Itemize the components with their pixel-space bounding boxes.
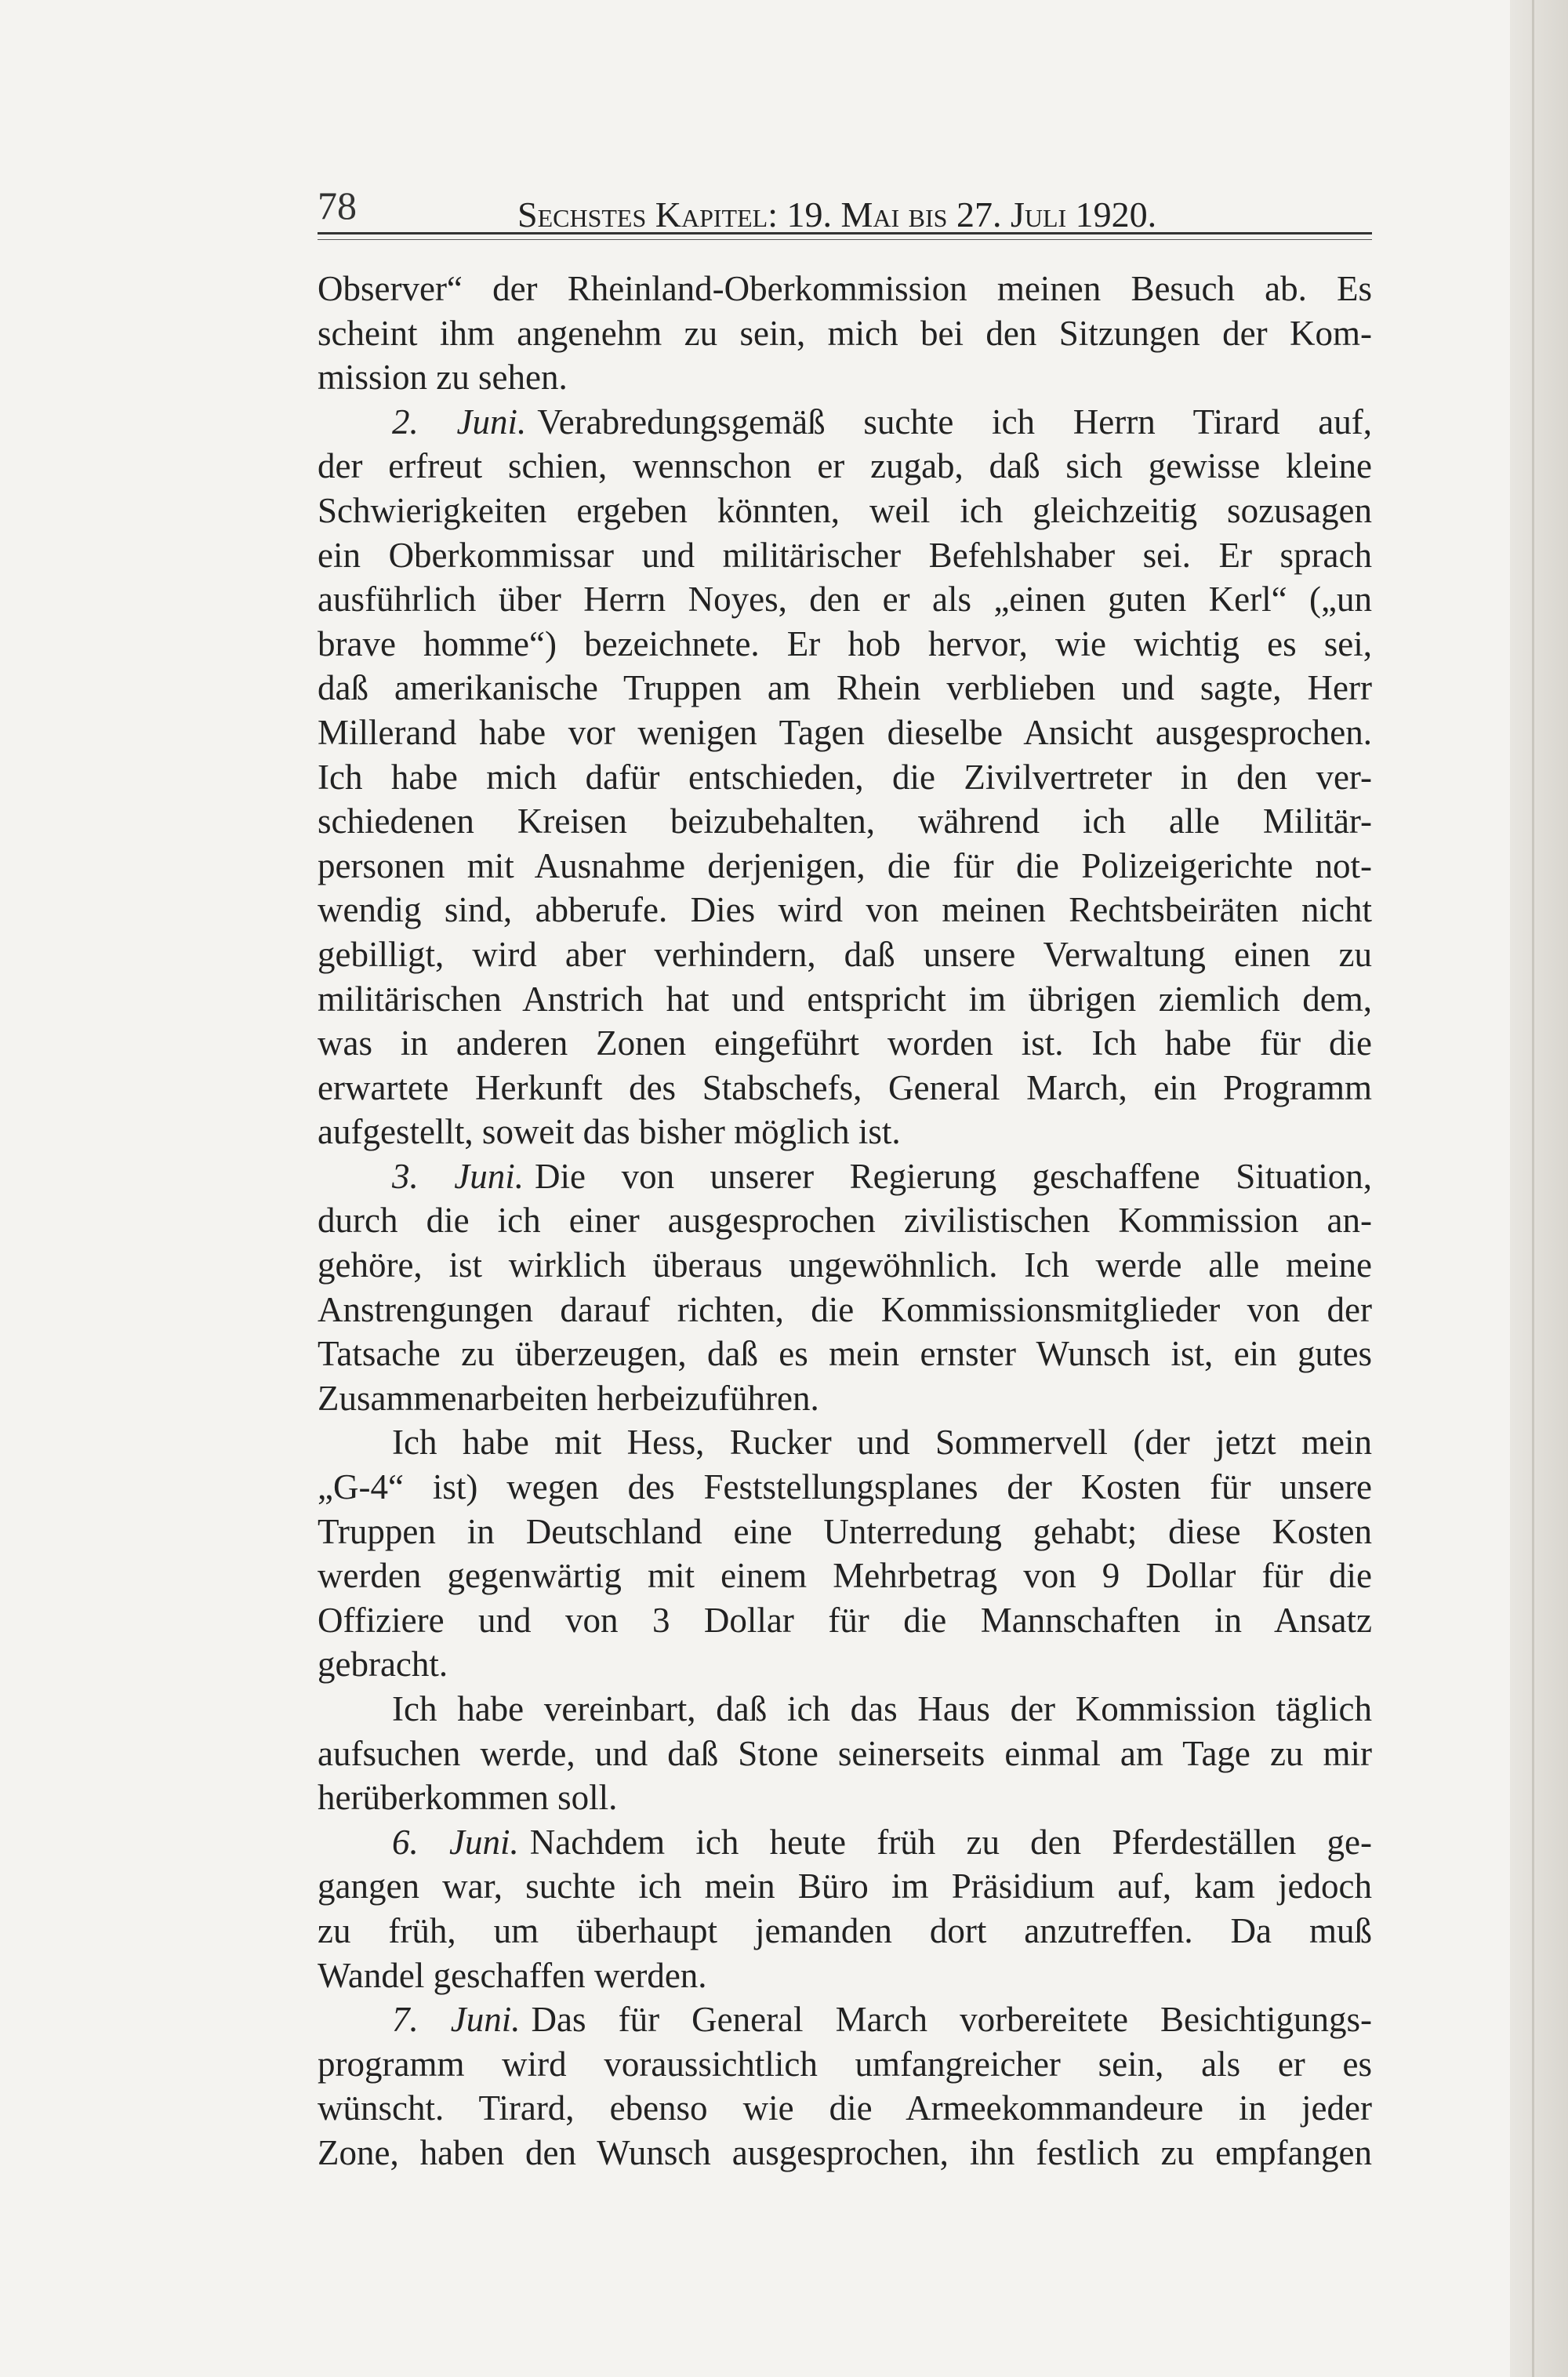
- text-line: [318, 1642, 1372, 1687]
- text-line: [318, 1732, 1372, 1776]
- text-line: [318, 1909, 1372, 1954]
- text-line: [318, 844, 1372, 889]
- text-line: [318, 1997, 1372, 2042]
- line-text: Ich habe mich dafür entschieden, die Zivilvertreter in den ver-: [318, 757, 1372, 797]
- text-line: [318, 1598, 1372, 1643]
- page-edge-strip: [1532, 0, 1534, 2377]
- text-line: [318, 2131, 1372, 2175]
- text-line: [318, 1243, 1372, 1288]
- line-text: gehöre, ist wirklich überaus ungewöhnlich. Ich werde alle meine: [318, 1245, 1372, 1285]
- line-text: gangen war, suchte ich mein Büro im Präsidium auf, kam jedoch: [318, 1866, 1372, 1906]
- text-line: [318, 2086, 1372, 2131]
- text-line: [318, 1775, 1372, 1820]
- line-text: ein Oberkommissar und militärischer Befehlshaber sei. Er sprach: [318, 535, 1372, 575]
- line-text: Zusammenarbeiten herbeizuführen.: [318, 1378, 819, 1418]
- page-edge: [1510, 0, 1568, 2377]
- line-text: Die von unserer Regierung geschaffene Situation,: [535, 1156, 1372, 1196]
- line-text: wendig sind, abberufe. Dies wird von meinen Rechtsbeiräten nicht: [318, 890, 1372, 930]
- line-text: Verabredungsgemäß suchte ich Herrn Tirard auf,: [537, 402, 1372, 442]
- line-text: Millerand habe vor wenigen Tagen dieselbe Ansicht ausgesprochen.: [318, 712, 1372, 752]
- running-head: Sechstes Kapitel: 19. Mai bis 27. Juli 1920.: [517, 194, 1157, 234]
- entry-date: 3. Juni.: [392, 1156, 524, 1196]
- line-text: durch die ich einer ausgesprochen zivilistischen Kommission an-: [318, 1201, 1372, 1241]
- text-line: [318, 799, 1372, 844]
- text-line: [318, 1288, 1372, 1332]
- text-line: [318, 1066, 1372, 1110]
- line-text: scheint ihm angenehm zu sein, mich bei den Sitzungen der Kom-: [318, 313, 1372, 353]
- entry-date: 7. Juni.: [392, 2000, 521, 2040]
- line-text: erwartete Herkunft des Stabschefs, General March, ein Programm: [318, 1067, 1372, 1107]
- text-line: [318, 1420, 1372, 1465]
- line-text: programm wird voraussichtlich umfangreicher sein, als er es: [318, 2044, 1372, 2084]
- line-text: Anstrengungen darauf richten, die Kommissionsmitglieder von der: [318, 1289, 1372, 1329]
- entry-date: 6. Juni.: [392, 1822, 519, 1862]
- text-line: [318, 1154, 1372, 1199]
- text-line: [318, 1554, 1372, 1598]
- text-line: [318, 1198, 1372, 1243]
- line-text: ausführlich über Herrn Noyes, den er als „einen guten Kerl“ („un: [318, 580, 1372, 620]
- line-text: daß amerikanische Truppen am Rhein verblieben und sagte, Herr: [318, 668, 1372, 708]
- line-text: Offiziere und von 3 Dollar für die Mannschaften in Ansatz: [318, 1600, 1372, 1640]
- text-line: [318, 977, 1372, 1022]
- text-line: [318, 1510, 1372, 1554]
- text-line: [318, 711, 1372, 755]
- line-text: Truppen in Deutschland eine Unterredung gehabt; diese Kosten: [318, 1511, 1372, 1551]
- line-text: der erfreut schien, wennschon er zugab, daß sich gewisse kleine: [318, 446, 1372, 486]
- line-text: aufsuchen werde, und daß Stone seinerseits einmal am Tage zu mir: [318, 1733, 1372, 1773]
- text-line: [318, 1820, 1372, 1865]
- line-text: Schwierigkeiten ergeben könnten, weil ich gleichzeitig sozusagen: [318, 490, 1372, 530]
- line-text: Das für General March vorbereitete Besichtigungs-: [531, 2000, 1372, 2040]
- entry-date: 2. Juni.: [392, 402, 527, 442]
- text-line: [318, 1021, 1372, 1066]
- line-text: personen mit Ausnahme derjenigen, die für die Polizeigerichte not-: [318, 845, 1372, 885]
- text-line: [318, 267, 1372, 311]
- line-text: „G-4“ ist) wegen des Feststellungsplanes der Kosten für unsere: [318, 1467, 1372, 1507]
- line-text: schiedenen Kreisen beizubehalten, während ich alle Militär-: [318, 801, 1372, 841]
- line-text: Ich habe mit Hess, Rucker und Sommervell (der jetzt mein: [392, 1423, 1372, 1463]
- line-text: was in anderen Zonen eingeführt worden ist. Ich habe für die: [318, 1023, 1372, 1063]
- header-rule: [318, 232, 1372, 240]
- body-text: [318, 267, 1372, 2175]
- line-text: militärischen Anstrich hat und entspricht im übrigen ziemlich dem,: [318, 979, 1372, 1019]
- text-line: [318, 1954, 1372, 1998]
- line-text: Tatsache zu überzeugen, daß es mein ernster Wunsch ist, ein gutes: [318, 1334, 1372, 1374]
- text-line: [318, 1110, 1372, 1154]
- line-text: Ich habe vereinbart, daß ich das Haus der Kommission täglich: [392, 1689, 1372, 1728]
- text-line: [318, 533, 1372, 578]
- text-line: [318, 1376, 1372, 1421]
- text-line: [318, 2042, 1372, 2087]
- line-text: Nachdem ich heute früh zu den Pferdeställen ge-: [529, 1822, 1372, 1862]
- text-line: [318, 888, 1372, 932]
- line-text: werden gegenwärtig mit einem Mehrbetrag von 9 Dollar für die: [318, 1556, 1372, 1596]
- text-line: [318, 355, 1372, 400]
- text-line: [318, 444, 1372, 489]
- text-line: [318, 1465, 1372, 1510]
- line-text: zu früh, um überhaupt jemanden dort anzutreffen. Da muß: [318, 1910, 1372, 1950]
- text-line: [318, 1687, 1372, 1732]
- text-line: [318, 622, 1372, 667]
- line-text: Wandel geschaffen werden.: [318, 1955, 707, 1995]
- line-text: Observer“ der Rheinland-Oberkommission meinen Besuch ab. Es: [318, 269, 1372, 308]
- text-line: [318, 932, 1372, 977]
- line-text: Zone, haben den Wunsch ausgesprochen, ihn festlich zu empfangen: [318, 2132, 1372, 2172]
- line-text: gebilligt, wird aber verhindern, daß unsere Verwaltung einen zu: [318, 934, 1372, 974]
- line-text: wünscht. Tirard, ebenso wie die Armeekommandeure in jeder: [318, 2088, 1372, 2128]
- text-line: [318, 1332, 1372, 1376]
- text-line: [318, 489, 1372, 533]
- text-line: [318, 577, 1372, 622]
- text-line: [318, 400, 1372, 445]
- text-line: [318, 1864, 1372, 1909]
- text-line: [318, 311, 1372, 356]
- text-line: [318, 755, 1372, 800]
- line-text: brave homme“) bezeichnete. Er hob hervor, wie wichtig es sei,: [318, 623, 1372, 663]
- line-text: mission zu sehen.: [318, 358, 568, 398]
- line-text: herüberkommen soll.: [318, 1778, 618, 1818]
- page-header: [318, 182, 1372, 234]
- line-text: gebracht.: [318, 1645, 448, 1685]
- page-number: 78: [318, 184, 357, 227]
- line-text: aufgestellt, soweit das bisher möglich ist.: [318, 1112, 901, 1152]
- text-line: [318, 666, 1372, 711]
